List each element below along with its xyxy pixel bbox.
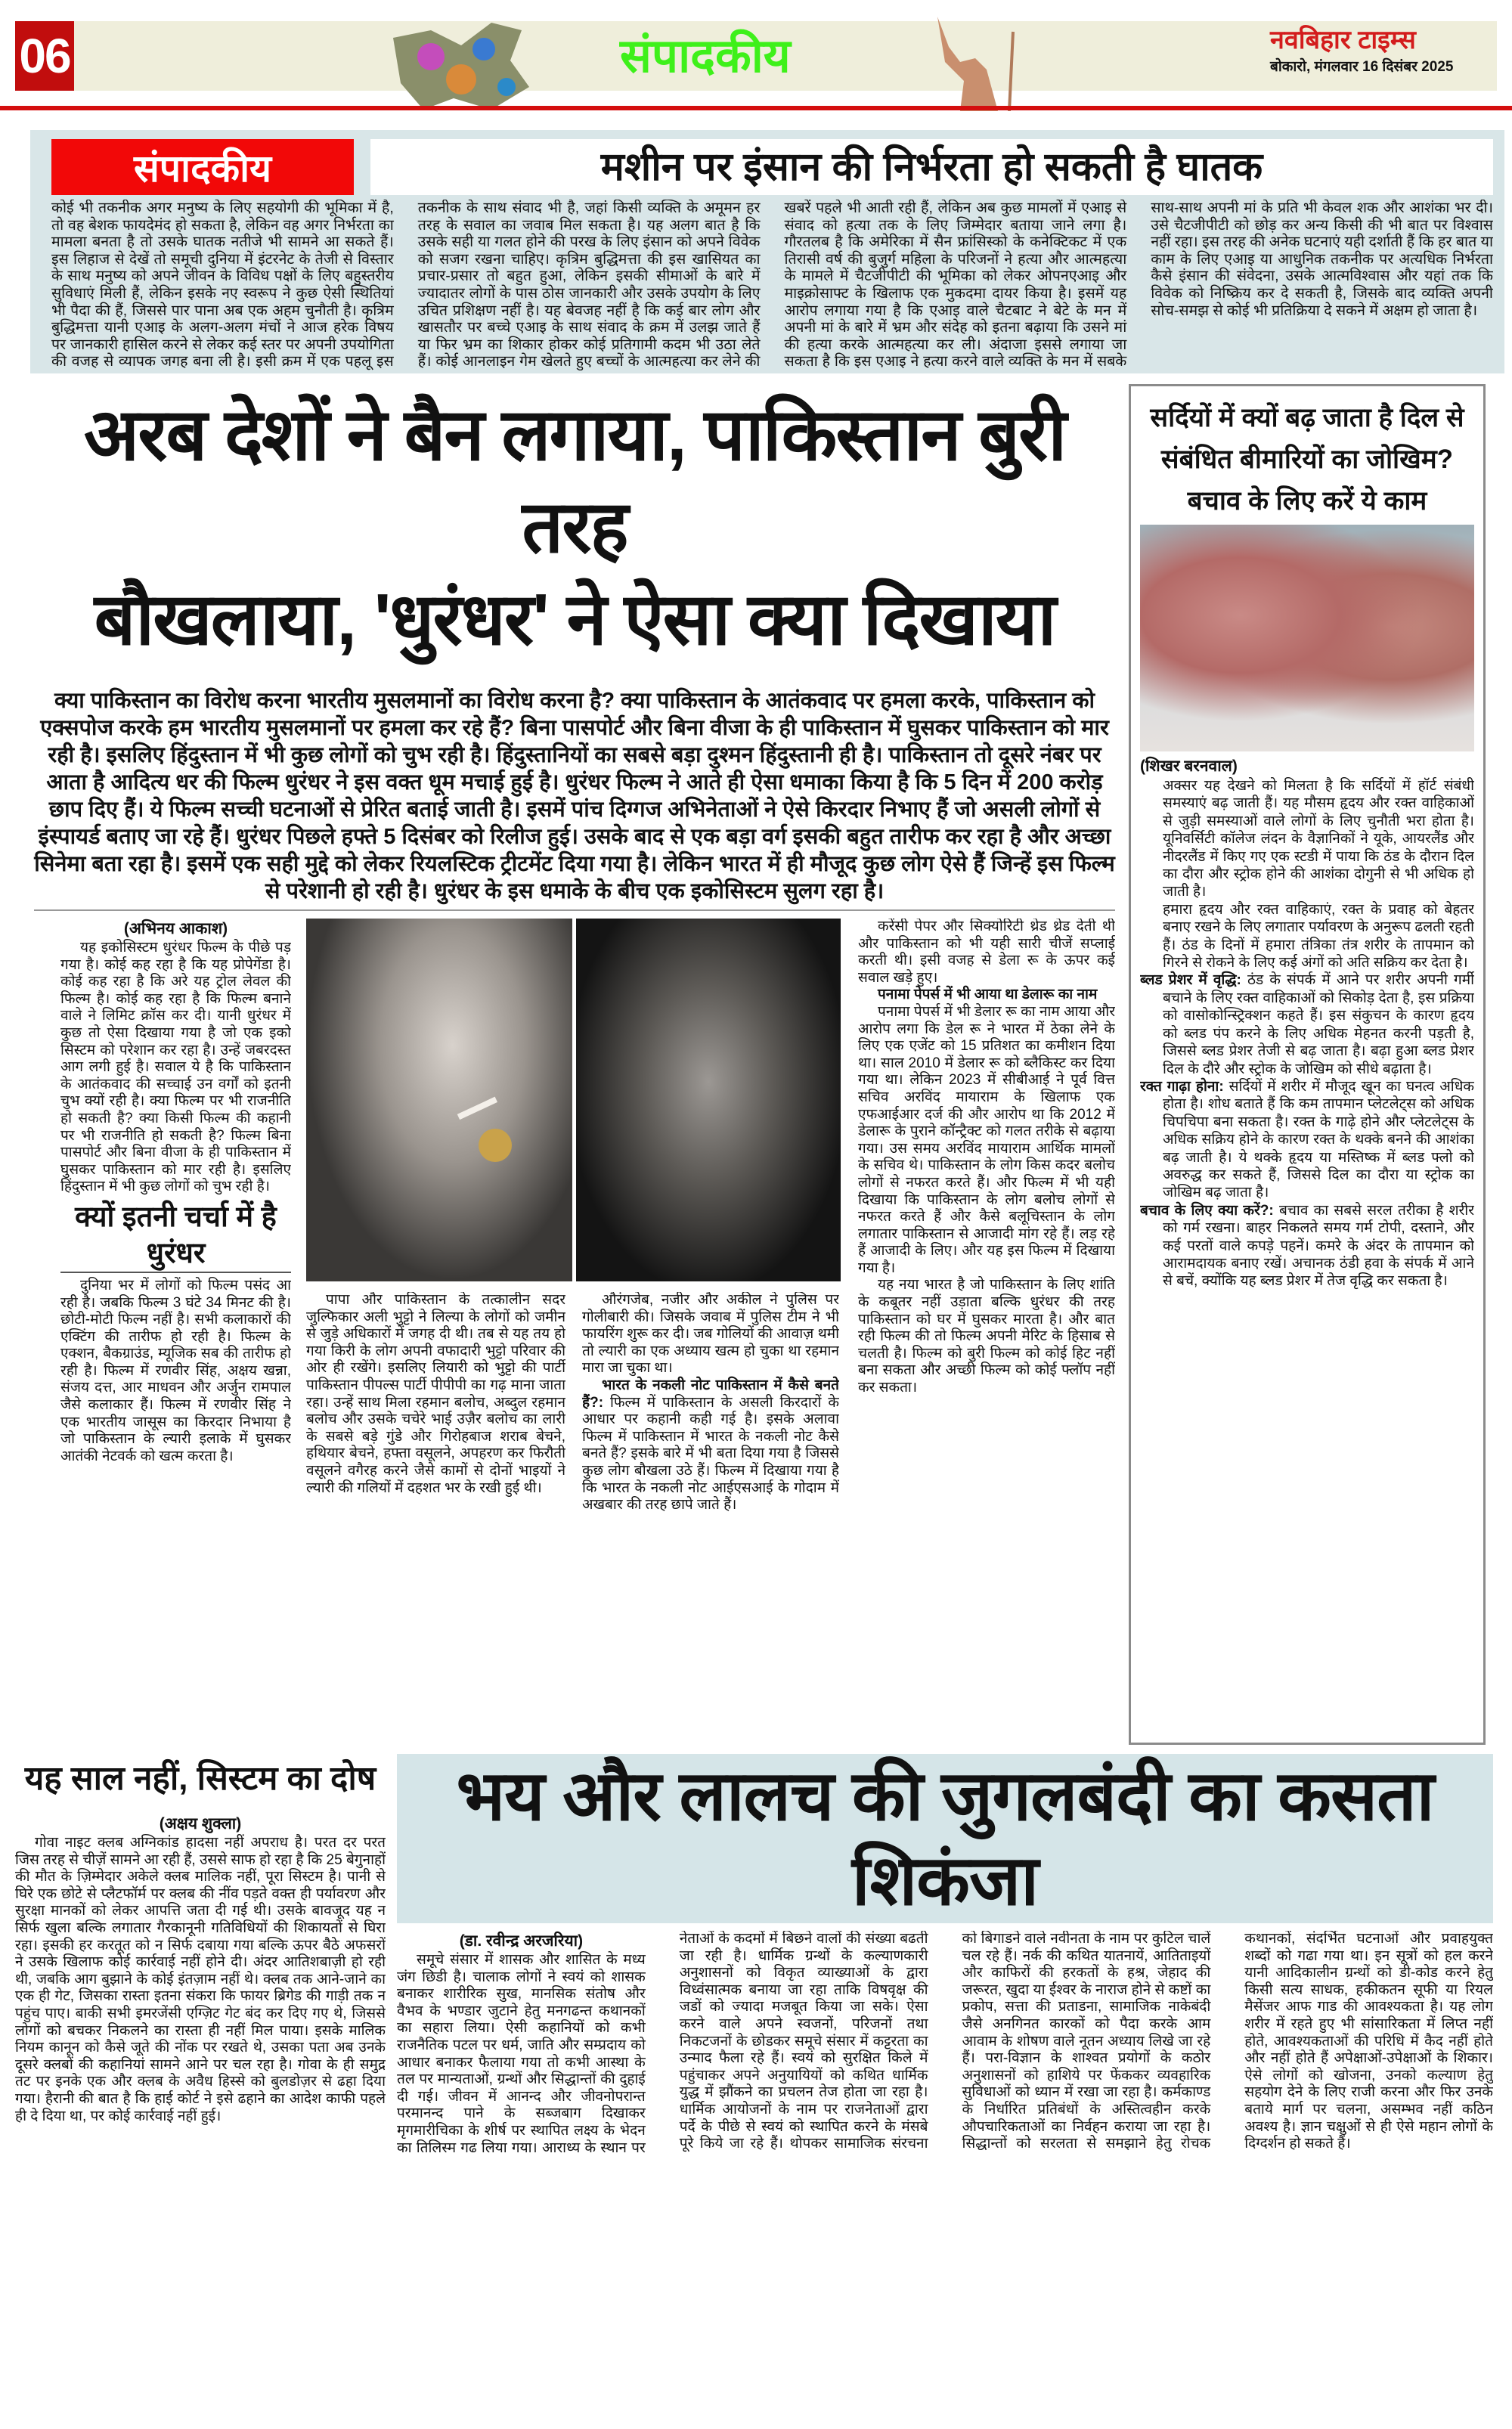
- masthead: नवबिहार टाइम्स: [1270, 26, 1416, 54]
- paragraph: पनामा पेपर्स में भी डेलार रू का नाम आया और आरोप लगा कि डेल रू ने भारत में ठेका लेने के लिए एक एजेंट को 15 प्रतिशत का कमीशन दिया था। साल 2010 में डेलार रू को ब्लैकिस्ट कर दिया गया था। लेकिन 2023 में सीबीआई ने पूर्व वित्त सचिव अरविंद मायाराम के खिलाफ एक एफआईआर दर्ज की और आरोप था कि 2012 में डेलारू के पुराने कॉन्ट्रैक्ट को गलत तरीके से बढ़ाया गया। उस समय अरविंद मायाराम आर्थिक मामलों के सचिव थे। पाकिस्तान के लोग किस कदर बलोच लोगों से नफरत करते हैं। और फिल्म में भी यही दिखाया कि पाकिस्तान के लोग बलोच लोगों से नफरत करते हैं और कैसे बलूचिस्तान के लोग लगातार पाकिस्तान से आजादी मांग रहे हैं। लड़ रहे हैं आजादी के लिए। और यह इस फिल्म में दिखाया गया है।: [858, 1003, 1115, 1276]
- paragraph: बचाव का सबसे सरल तरीका है शरीर को गर्म रखना। बाहर निकलते समय गर्म टोपी, दस्ताने, और कई परतों वाले कपड़े पहनें। कमरे के अंदर के तापमान को आरामदायक बनाए रखें। अचानक ठंडी हवा के संपर्क में आने से बचें, क्योंकि यह ब्लड प्रेशर में तेज वृद्धि कर सकता है।: [1163, 1202, 1474, 1290]
- bottom-left-story: [15, 1758, 386, 2423]
- main-story: [23, 389, 1126, 1744]
- editorial-label: संपादकीय: [51, 139, 354, 195]
- inline-subheading: बचाव के लिए क्या करें?:: [1140, 1202, 1274, 1219]
- main-column-2: [306, 1292, 565, 1744]
- paragraph: पापा और पाकिस्तान के तत्कालीन सदर जुल्फिकार अली भुट्टो ने लिल्या के लोगों को जमीन से जुड़े अधिकारों में जगह दी थी। तब से यह तय हो गया किरी के लोग अपनी वफादारी भुट्टो परिवार की ओर ही रखेंगे। इसलिए लियारी को भुट्टो की पार्टी पाकिस्तान पीपल्स पार्टी पीपीपी का गढ़ माना जाता रहा। उन्हें साथ मिला रहमान बलोच, अब्दुल रहमान बलोच और उसके चचेरे भाई उज़ैर बलोच का लारी के सबसे बड़े गुंडे और गिरोहबाज शराब बेचने, हथियार बेचने, हफ्ता वसूलने, अपहरण कर फिरौती वसूलने वगैरह करने जैसे कामों से दोनों भाइयों ने ल्यारी की गलियों में दहशत भर के रखी हुई थी।: [306, 1292, 565, 1496]
- main-column-4: [858, 919, 1115, 1744]
- health-sidebar: [1129, 384, 1486, 1745]
- state-map-collage-icon: [378, 15, 552, 113]
- paragraph: यह नया भारत है जो पाकिस्तान के लिए शांति के कबूतर नहीं उड़ाता बल्कि धुरंधर की तरह पाकिस्तान को घर में घुसकर मारता है। और बात रही फिल्म की तो फिल्म अपनी मेरिट के हिसाब से चलती है। फिल्म को बुरी फिल्म को कोई हिट नहीं बना सकता और अच्छी फिल्म को कोई फ्लॉप नहीं कर सकता।: [858, 1277, 1115, 1396]
- paragraph: दुनिया भर में लोगों को फिल्म पसंद आ रही है। जबकि फिल्म 3 घंटे 34 मिनट की है। छोटी-मोटी फिल्म नहीं है। सभी कलाकारों की एक्टिंग की तारीफ हो रही है। फिल्म के एक्शन, बैकग्राउंड, म्यूजिक सब की तारीफ हो रही है। फिल्म में रणवीर सिंह, अक्षय खन्ना, संजय दत्त, आर माधवन और अर्जुन रामपाल जैसे कलाकार हैं। फिल्म में रणवीर सिंह ने एक भारतीय जासूस का किरदार निभाया है जो पाकिस्तान के ल्यारी इलाके में घुसकर आतंकी नेटवर्क को खत्म करता है।: [60, 1277, 291, 1464]
- byline: (शिखर बरनवाल): [1140, 758, 1238, 775]
- actor-photo-portrait: [576, 919, 841, 1281]
- page-number: 06: [15, 21, 74, 91]
- heart-hands-photo: [1140, 525, 1474, 751]
- editorial-headline: मशीन पर इंसान की निर्भरता हो सकती है घातक: [370, 139, 1493, 195]
- paragraph: ठंड के संपर्क में आने पर शरीर अपनी गर्मी बचाने के लिए रक्त वाहिकाओं को सिकोड़ देता है, इस प्रक्रिया को वासोकोन्स्ट्रिक्शन कहते हैं। इस संकुचन के कारण हृदय को ब्लड पंप करने के लिए अधिक मेहनत करनी पड़ती है, जिससे ब्लड प्रेशर तेजी से बढ़ जाता है। बढ़ा हुआ ब्लड प्रेशर दिल के दौरे और स्ट्रोक के जोखिम को सीधे बढ़ाता है।: [1163, 972, 1474, 1077]
- main-column-3: [582, 1292, 839, 1744]
- subheading: क्यों इतनी चर्चा में है धुरंधर: [60, 1199, 291, 1273]
- divider: [34, 909, 1115, 911]
- bottom-right-headline: भय और लालच की जुगलबंदी का कसता शिकंजा: [397, 1754, 1493, 1923]
- header-rule: [0, 106, 1512, 110]
- main-headline-line1: अरब देशों ने बैन लगाया, पाकिस्तान बुरी तरह: [83, 395, 1066, 568]
- paragraph: करेंसी पेपर और सिक्योरिटी थ्रेड थ्रेड देती थी और पाकिस्तान को भी यही सारी चीजें सप्लाई करती थी। इसी वजह से डेला रू के ऊपर कई सवाल खड़े हुए।: [858, 919, 1115, 986]
- inline-subheading: ब्लड प्रेशर में वृद्धि:: [1140, 972, 1241, 989]
- paragraph: गोवा नाइट क्लब अग्निकांड हादसा नहीं अपराध है। परत दर परत जिस तरह से चीज़ें सामने आ रही हैं, उससे साफ हो रहा है कि 25 बेगुनाहों की मौत के ज़िम्मेदार अकेले क्लब मालिक नहीं, पूरा सिस्टम है। पानी से घिरे एक छोटे से प्लैटफॉर्म पर क्लब की नींव पड़ते वक्त ही पर्यावरण और सुरक्षा मानकों को लेकर आपत्ति जता दी गई थी। उसके बावजूद यह न सिर्फ खुला बल्कि लगातार गैरकानूनी गतिविधियों की शिकायतों से घिरा रहा। इसकी हर करतूत को न सिर्फ दबाया गया बल्कि ऊपर बैठे अफसरों ने उसके खिलाफ कोई कार्रवाई नहीं होने दी। अंदर आतिशबाज़ी हो रही थी, जबकि आग बुझाने के कोई इंतज़ाम नहीं थे। क्लब तक आने-जाने का एक ही गेट, जिसका रास्ता इतना संकरा कि फायर ब्रिगेड की गाड़ी तक न पहुंच पाए। बाकी सभी इमरजेंसी एग्ज़िट गेट बंद कर दिए गए थे, जिससे लोगों को बचकर निकलने का रास्ता ही नहीं मिल पाया। इसके मालिक नियम कानून को कैसे जूते की नोंक पर रखते थे, उसका पता अब उनके दूसरे क्लबों की कहानियां सामने आने पर चल रहा है। गोवा के ही समुद्र तट पर इनके एक और क्लब के अवैध हिस्से को बुलडोज़र से ढहा दिया गया। हैरानी की बात है कि हाई कोर्ट ने इसे ढहाने का आदेश काफी पहले ही दे दिया था, पर कोई कार्रवाई नहीं हुई।: [15, 1835, 386, 2124]
- bottom-left-headline: यह साल नहीं, सिस्टम का दोष: [24, 1760, 376, 1797]
- bottom-right-body: [397, 1931, 1493, 2423]
- byline: (डा. रवीन्द्र अरजरिया): [459, 1932, 584, 1950]
- masthead-block: [1270, 23, 1497, 77]
- byline: (अभिनय आकाश): [123, 920, 228, 937]
- health-headline: सर्दियों में क्यों बढ़ जाता है दिल से संबंधित बीमारियों का जोखिम? बचाव के लिए करें ये काम: [1150, 403, 1464, 516]
- editorial-paragraph: कोई भी तकनीक अगर मनुष्य के लिए सहयोगी की भूमिका में है, तो वह बेशक फायदेमंद हो सकता है, लेकिन वह अगर निर्भरता का मामला बनता है तो उसके घातक नतीजे भी सामने आ सकते हैं। इस लिहाज से देखें तो समूची दुनिया में इंटरनेट के तेजी से विस्तार के साथ मनुष्य को अपने जीवन के विविध पक्षों के लिए बहुस्तरीय सुविधाएं मिली हैं, लेकिन इसके नए स्वरूप ने कुछ ऐसी स्थितियां भी पैदा की हैं, जिससे पार पाना अब एक अहम चुनौती है। कृत्रिम बुद्धिमत्ता यानी एआइ के अलग-अलग मंचों ने आज हरेक विषय पर जानकारी हासिल करने से लेकर कई स्तर पर अपनी उपयोगिता की वजह से व्यापक जगह बना ली है। इसी क्रम में एक पहलू इस तकनीक के साथ संवाद भी है, जहां किसी व्यक्ति के अमूमन हर तरह के सवाल का जवाब मिल सकता है। यह अलग बात है कि उसके सही या गलत होने की परख के लिए इंसान को अपने विवेक को सजग रखना चाहिए। कृत्रिम बुद्धिमत्ता की इस खासियत का प्रचार-प्रसार तो बहुत हुआ, लेकिन इसकी सीमाओं के बारे में ज्यादातर लोगों के पास ठोस जानकारी और उसके उपयोग के लिए उचित प्रशिक्षण नहीं है। यह बेवजह नहीं है कि कई बार लोग और खासतौर पर बच्चे एआइ के साथ संवाद के क्रम में उलझ जाते हैं या फिर भ्रम का शिकार होकर कोई प्रतिगामी कदम भी उठा लेते हैं। कोई आनलाइन गेम खेलते हुए बच्चों के आत्महत्या कर लेने की खबरें पहले भी आती रही हैं, लेकिन अब कुछ मामलों में एआइ से संवाद को हत्या तक के लिए जिम्मेदार बताया जाने लगा है। गौरतलब है कि अमेरिका में सैन फ्रांसिस्को के कनेक्टिकट में एक तिरासी वर्ष की बुजुर्ग महिला के परिजनों ने हत्या और आत्महत्या के मामले में चैटजीपीटी की भूमिका को लेकर ओपनएआइ और माइक्रोसाफ्ट के खिलाफ एक मुकदमा दायर किया है। इसमें यह आरोप लगाया गया है कि एआइ वाले चैटबाट ने बेटे के मन में अपनी मां के बारे में भ्रम और संदेह को इतना बढ़ाया कि उसने मां की हत्या करके आत्महत्या कर ली। अंदाजा इससे लगाया जा सकता है कि इस एआइ ने हत्या करने वाले व्यक्ति के मन में सबके साथ-साथ अपनी मां के प्रति भी केवल शक और आशंका भर दी। उसे चैटजीपीटी को छोड़ कर अन्य किसी की भी बात पर विश्वास नहीं रहा। इस तरह की अनेक घटनाएं यही दर्शाती हैं कि हर बात या काम के लिए एआइ या आधुनिक तकनीक पर अत्यधिक निर्भरता कैसे इंसान की संवेदना, उसके आत्मविश्वास और यहां तक कि विवेक को निष्क्रिय कर दे सकती है, जिसके बाद व्यक्ति अपनी सोच-समझ से कोई भी प्रतिक्रिया दे सकने में अक्षम हो जाता है।: [51, 200, 1493, 370]
- paragraph: औरंगजेब, नजीर और अकील ने पुलिस पर गोलीबारी की। जिसके जवाब में पुलिस टीम ने भी फायरिंग शुरू कर दी। जब गोलियों की आवाज़ थमी तो ल्यारी का एक अध्याय खत्म हो चुका था रहमान मारा जा चुका था।: [582, 1292, 839, 1377]
- bottom-right-story: [397, 1754, 1493, 2423]
- byline: (अक्षय शुक्ला): [159, 1815, 242, 1833]
- paragraph: फिल्म में पाकिस्तान के असली किरदारों के आधार पर कहानी कही गई है। इसके अलावा फिल्म में पाकिस्तान में भारत के नकली नोट कैसे बनते हैं? इसके बारे में भी बता दिया गया है जिससे कुछ लोग बौखला उठे हैं। फिल्म में दिखाया गया है कि भारत के नकली नोट आईएसआई के गोदाम में अखबार की तरह छापे जाते हैं।: [582, 1394, 839, 1513]
- main-headline: [23, 389, 1126, 666]
- main-headline-line2: बौखलाया, 'धुरंधर' ने ऐसा क्या दिखाया: [94, 579, 1055, 660]
- section-title: संपादकीय: [620, 30, 791, 82]
- freedom-fighter-statue-icon: [907, 17, 1058, 111]
- health-body: [1140, 756, 1474, 1735]
- editorial-header-row: [51, 139, 1493, 195]
- paragraph: समूचे संसार में शासक और शासित के मध्य जंग छिडी है। चालाक लोगों ने स्वयं को शासक बनाकर शारीरिक सुख, मानसिक संतोष और वैभव के भण्डार जुटाने हेतु मनगढन्त कथानकों का सहारा लिया। ऐसी कहानियों को कभी राजनैतिक पटल पर धर्म, जाति और सम्प्रदाय को आधार बनाकर फैलाया गया तो कभी आस्था के तल पर मान्यताओं, ग्रन्थों और सिद्धान्तों की दुहाई दी गई। जीवन में आनन्द और जीवनोपरान्त परमानन्द पाने के सब्जबाग दिखाकर मृगमारीचिका के शीर्ष पर स्थापित लक्ष्य के भेदन का तिलिस्म गढ लिया गया। आराध्य के स्थान पर नेताओं के कदमों में बिछने वालों की संख्या बढती जा रही है। धार्मिक ग्रन्थों के कल्याणकारी अनुशासनों को विकृत व्याख्याओं के द्वारा विध्वंसात्मक बनाया जा रहा ताकि विषवृक्ष की जडों को ज्यादा मजबूत किया जा सके। ऐसा करने वाले अपने स्वजनों, परिजनों तथा निकटजनों के छोडकर समूचे संसार में कट्टरता का उन्माद फैला रहे हैं। स्वयं को सुरक्षित किले में पहुंचाकर अपने अनुयायियों को कथित धार्मिक युद्ध में झौंकने का प्रचलन तेज होता जा रहा है। धार्मिक आयोजनों के नाम पर राजनेताओं द्वारा पर्दे के पीछे से स्वयं को स्थापित करने के मंसबे पूरे किये जा रहे हैं। थोपकर सामाजिक संरचना को बिगाडने वाले नवीनता के नाम पर कुटिल चालें चल रहे हैं। नर्क की कथित यातनायें, आतिताइयों और काफिरों की हरकतों के हश्र, जेहाद की जरूरत, खुदा या ईश्वर के नाराज होने से कष्टों का प्रकोप, सत्ता की प्रताडना, सामाजिक नाकेबंदी जैसे अनगिनत कारकों को पैदा करके आम आवाम के शोषण वाले नूतन अध्याय लिखे जा रहे हैं। परा-विज्ञान के शाश्वत प्रयोगों के कठोर अनुशासनों को हाशिये पर फेंककर व्यवहारिक सुविधाओं को ध्यान में रखा जा रहा है। कर्मकाण्ड के निर्धारित प्रतिबंधों के अस्तित्वहीन करके औपचारिकताओं का निर्वहन कराया जा रहा है। सिद्धान्तों को सरलता से समझाने हेतु रोचक कथानकों, संदर्भित घटनाओं और प्रवाहयुक्त शब्दों को गढा गया था। इन सूत्रों को हल करने यानी आदिकालीन ग्रन्थों को डी-कोड करने हेतु किसी सत्य साधक, हकीकतन सूफी या रियल मैसेंजर आफ गाड की आवश्यकता है। यह लोग शरीर में रहते हुए भी सांसारिकता में लिप्त नहीं होते, आवश्यकताओं की परिधि में कैद नहीं होते और नहीं होते हैं अपेक्षाओं-उपेक्षाओं के शिकार। ऐसे लोगों को खोजना, उनको कल्याण हेतु सहयोग देने के लिए राजी करना और फिर उनके बताये मार्ग पर चलना, असम्भव नहीं कठिन अवश्य है। ज्ञान चक्षुओं से ही ऐसे महान लोगों के दिग्दर्शन हो सकते हैं।: [397, 1931, 1493, 2156]
- paragraph: यह इकोसिस्टम धुरंधर फिल्म के पीछे पड़ गया है। कोई कह रहा है कि यह प्रोपेगेंडा है। कोई कह रहा है कि अरे यह ट्रोल लेवल की फिल्म है। कोई कह रहा है कि फिल्म बनाने वाले ने लिमिट क्रॉस कर दी। यानी धुरंधर में कुछ तो ऐसा दिखाया गया है जो एक इको सिस्टम को परेशान कर रहा है। उन्हें जबरदस्त आग लगी हुई है। सवाल ये है कि पाकिस्तान के आतंकवाद की सच्चाई उन वर्गों को इतनी चुभ क्यों रही है। क्या फिल्म पर भी राजनीति हो सकती है? क्या किसी फिल्म की कहानी पर भी राजनीति हो सकती है? फिल्म बिना पासपोर्ट और बिना वीजा के ही पाकिस्तान में घुसकर पाकिस्तान को मार रही है। इसलिए हिंदुस्तान में भी कुछ लोगों को चुभ रही है।: [60, 940, 291, 1195]
- paragraph: सर्दियों में शरीर में मौजूद खून का घनत्व अधिक होता है। शोध बताते हैं कि कम तापमान प्लेटलेट्स को अधिक चिपचिपा बना सकता है। रक्त के गाढ़े होने और प्लेटलेट्स के अधिक सक्रिय होने के कारण रक्त के थक्के बनने की आशंका बढ़ जाती है। ये थक्के हृदय या मस्तिष्क में ब्लड फ्लो को अवरुद्ध कर सकते हैं, जिससे दिल का दौरा या स्ट्रोक का जोखिम बढ़ जाता है।: [1163, 1078, 1474, 1201]
- paragraph: अक्सर यह देखने को मिलता है कि सर्दियों में हॉर्ट संबंधी समस्याएं बढ़ जाती हैं। यह मौसम हृदय और रक्त वाहिकाओं से जुड़ी समस्याओं वाले लोगों के लिए चुनौती भरा होता है। यूनिवर्सिटी कॉलेज लंदन के वैज्ञानिकों ने यूके, आयरलैंड और नीदरलैंड में किए गए एक स्टडी में पाया कि ठंड के दौरान दिल का दौरा और स्ट्रोक होने की आशंका दोगुनी से भी अधिक हो जाती है।: [1163, 778, 1474, 900]
- inline-subheading: रक्त गाढ़ा होना:: [1140, 1078, 1224, 1095]
- bottom-left-body: [15, 1814, 386, 2423]
- inline-subheading: भारत के नकली नोट पाकिस्तान में कैसे बनते हैं?:: [582, 1377, 839, 1411]
- editorial-box: [30, 130, 1504, 373]
- paragraph: हमारा हृदय और रक्त वाहिकाएं, रक्त के प्रवाह को बेहतर बनाए रखने के लिए लगातार पर्यावरण के अनुरूप ढलती रहती हैं। ठंड के दिनों में हमारा तंत्रिका तंत्र शरीर के तापमान को गिरने से रोकने के लिए कई अंगों को अति सक्रिय कर देता है।: [1163, 901, 1474, 971]
- main-body: [23, 919, 1126, 1744]
- editorial-body: [51, 200, 1493, 370]
- dateline: बोकारो, मंगलवार 16 दिसंबर 2025: [1270, 59, 1454, 75]
- main-column-1: [60, 919, 291, 1744]
- main-lead: क्या पाकिस्तान का विरोध करना भारतीय मुसलमानों का विरोध करना है? क्या पाकिस्तान के आतंकवाद पर हमला करके, पाकिस्तान को एक्सपोज करके हम भारतीय मुसलमानों पर हमला कर रहे हैं? बिना पासपोर्ट और बिना वीजा के ही पाकिस्तान में घुसकर पाकिस्तान को मार रही है। इसलिए हिंदुस्तान में भी कुछ लोगों को चुभ रही है। हिंदुस्तानियों का सबसे बड़ा दुश्मन हिंदुस्तानी ही है। पाकिस्तान तो दूसरे नंबर पर आता है आदित्य धर की फिल्म धुरंधर ने इस वक्त धूम मचाई हुई है। धुरंधर फिल्म ने आते ही ऐसा धमाका किया है कि 5 दिन में 200 करोड़ छाप दिए हैं। ये फिल्म सच्ची घटनाओं से प्रेरित बताई जाती है। इसमें पांच दिग्गज अभिनेताओं ने ऐसे किरदार निभाए हैं जो असली लोगों से इंस्पायर्ड बताए जा रहे हैं। धुरंधर पिछले हफ्ते 5 दिसंबर को रिलीज हुई। उसके बाद से एक बड़ा वर्ग इसकी बहुत तारीफ कर रहा है और अच्छा सिनेमा बता रहा है। इसमें एक सही मुद्दे को लेकर रियलस्टिक ट्रीटमेंट दिया गया है। लेकिन भारत में ही मौजूद कुछ लोग ऐसे हैं जिन्हें इस फिल्म से परेशानी हो रही है। धुरंधर के इस धमाके के बीच एक इकोसिस्टम सुलग रहा है।: [34, 689, 1115, 903]
- subheading: पनामा पेपर्स में भी आया था डेलारू का नाम: [878, 987, 1098, 1003]
- actor-photo-smoking: [306, 919, 572, 1281]
